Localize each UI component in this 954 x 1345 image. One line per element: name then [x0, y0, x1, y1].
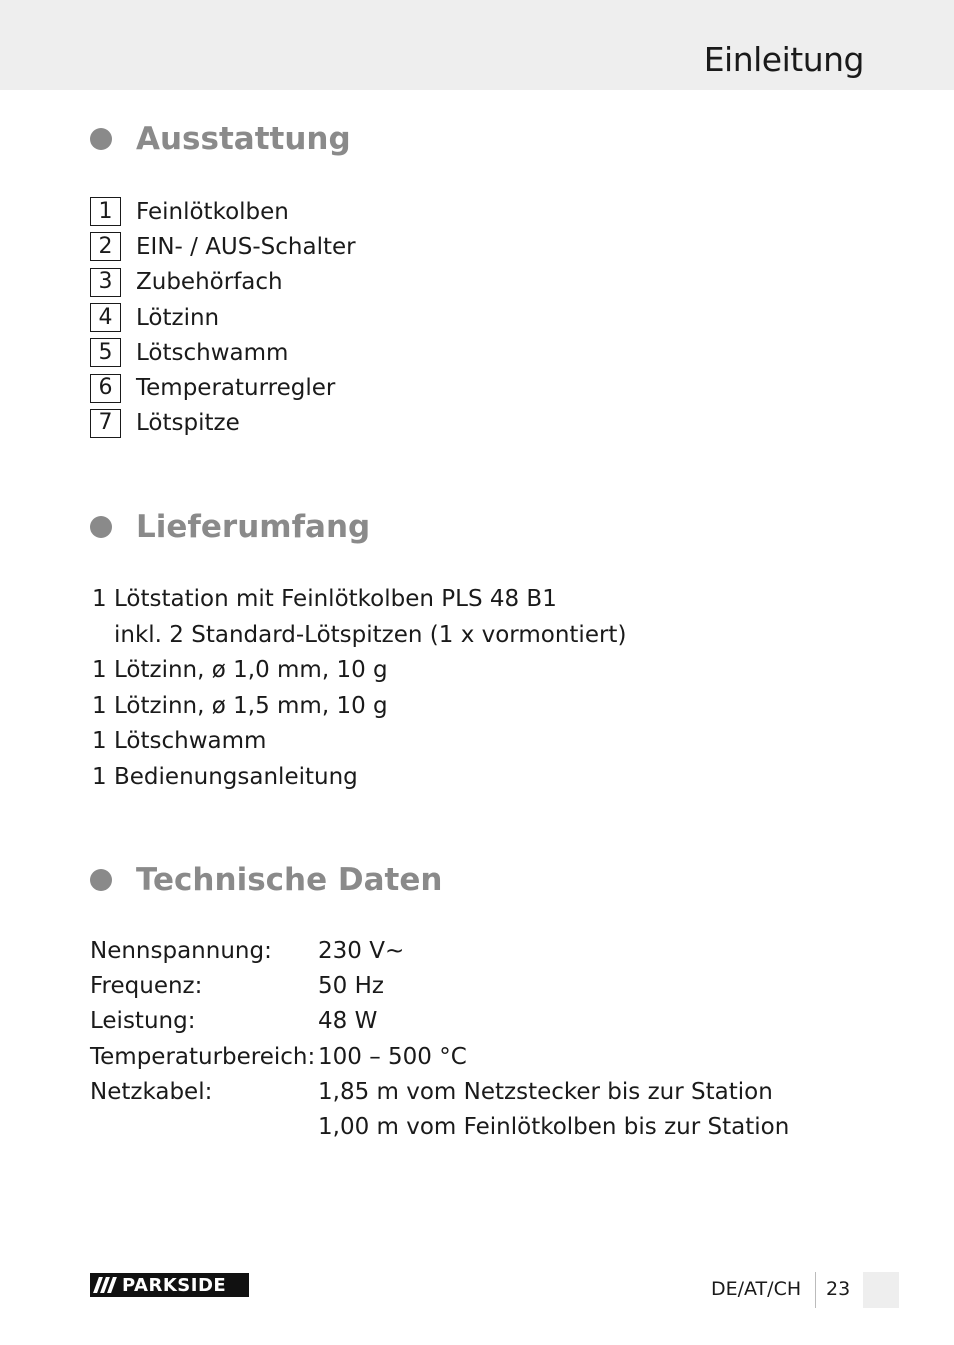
spec-value: 1,85 m vom Netzstecker bis zur Station: [318, 1078, 773, 1105]
spec-value: 230 V∼: [318, 938, 405, 964]
spec-label: Nennspannung:: [90, 938, 272, 964]
part-number-box: 5: [90, 338, 121, 367]
part-label: Lötspitze: [136, 410, 240, 437]
bullet-icon: [90, 128, 112, 150]
part-label: Zubehörfach: [136, 269, 283, 296]
section-title: Lieferumfang: [136, 509, 371, 545]
item-quantity: 1: [92, 692, 107, 719]
part-label: Feinlötkolben: [136, 198, 289, 225]
table-row-continuation: 1,00 m vom Feinlötkolben bis zur Station: [318, 1113, 790, 1140]
item-quantity: 1: [92, 728, 107, 754]
item-text: Lötzinn, ø 1,5 mm, 10 g: [114, 692, 388, 719]
item-quantity: 1: [92, 586, 107, 612]
spec-label: Leistung:: [90, 1008, 196, 1035]
brand-logo: [90, 1273, 249, 1297]
list-item: [90, 406, 356, 441]
list-item: [92, 760, 626, 796]
brand-name: PARKSIDE: [122, 1274, 227, 1296]
part-label: Lötzinn: [136, 304, 220, 331]
item-text: Lötschwamm: [114, 728, 267, 754]
table-row: [90, 1004, 789, 1039]
section-heading-delivery: [90, 507, 370, 547]
part-number-box: 1: [90, 197, 121, 226]
list-item: [90, 370, 356, 405]
parts-list: [90, 194, 356, 441]
list-item: [92, 724, 626, 760]
list-item-continuation: inkl. 2 Standard-Lötspitzen (1 x vormontiert): [114, 621, 627, 648]
list-item: [92, 653, 626, 689]
part-label: Lötschwamm: [136, 339, 289, 366]
page-title: Einleitung: [703, 40, 864, 79]
part-number-box: 2: [90, 232, 121, 261]
list-item: [90, 335, 356, 370]
list-item: [90, 229, 356, 264]
spec-value: 50 Hz: [318, 973, 384, 1000]
table-row: [90, 934, 789, 969]
section-title: Technische Daten: [136, 862, 443, 898]
part-number-box: 6: [90, 374, 121, 403]
list-item: [90, 300, 356, 335]
specs-table: [90, 934, 789, 1145]
part-number-box: 4: [90, 303, 121, 332]
table-row: [90, 1040, 789, 1075]
section-heading-specs: [90, 860, 442, 900]
part-label: EIN- / AUS-Schalter: [136, 233, 356, 260]
list-item: [90, 194, 356, 229]
bullet-icon: [90, 516, 112, 538]
spec-label: Frequenz:: [90, 973, 203, 1000]
spec-value: 100 – 500 °C: [318, 1043, 467, 1070]
table-row: [90, 1075, 789, 1110]
section-heading-equipment: [90, 119, 351, 159]
spec-label: Temperaturbereich:: [90, 1043, 316, 1070]
list-item: [92, 689, 626, 725]
section-title: Ausstattung: [136, 121, 351, 157]
footer-tab-marker: [863, 1272, 899, 1308]
list-item: [92, 582, 626, 618]
item-text: Lötzinn, ø 1,0 mm, 10 g: [114, 657, 388, 683]
part-label: Temperaturregler: [136, 375, 336, 402]
footer-divider: [815, 1272, 816, 1308]
bullet-icon: [90, 869, 112, 891]
item-quantity: 1: [92, 763, 107, 790]
logo-stripes-icon: [90, 1273, 122, 1297]
spec-value: 48 W: [318, 1008, 378, 1035]
table-row: [90, 969, 789, 1004]
spec-label: Netzkabel:: [90, 1078, 213, 1105]
region-label: DE/AT/CH: [711, 1278, 802, 1300]
delivery-list: [92, 582, 626, 795]
page-number: 23: [826, 1278, 851, 1300]
item-quantity: 1: [92, 657, 107, 683]
part-number-box: 3: [90, 268, 121, 297]
item-text: Lötstation mit Feinlötkolben PLS 48 B1: [114, 586, 557, 612]
list-item: [90, 265, 356, 300]
part-number-box: 7: [90, 409, 121, 438]
item-text: Bedienungsanleitung: [114, 763, 358, 790]
